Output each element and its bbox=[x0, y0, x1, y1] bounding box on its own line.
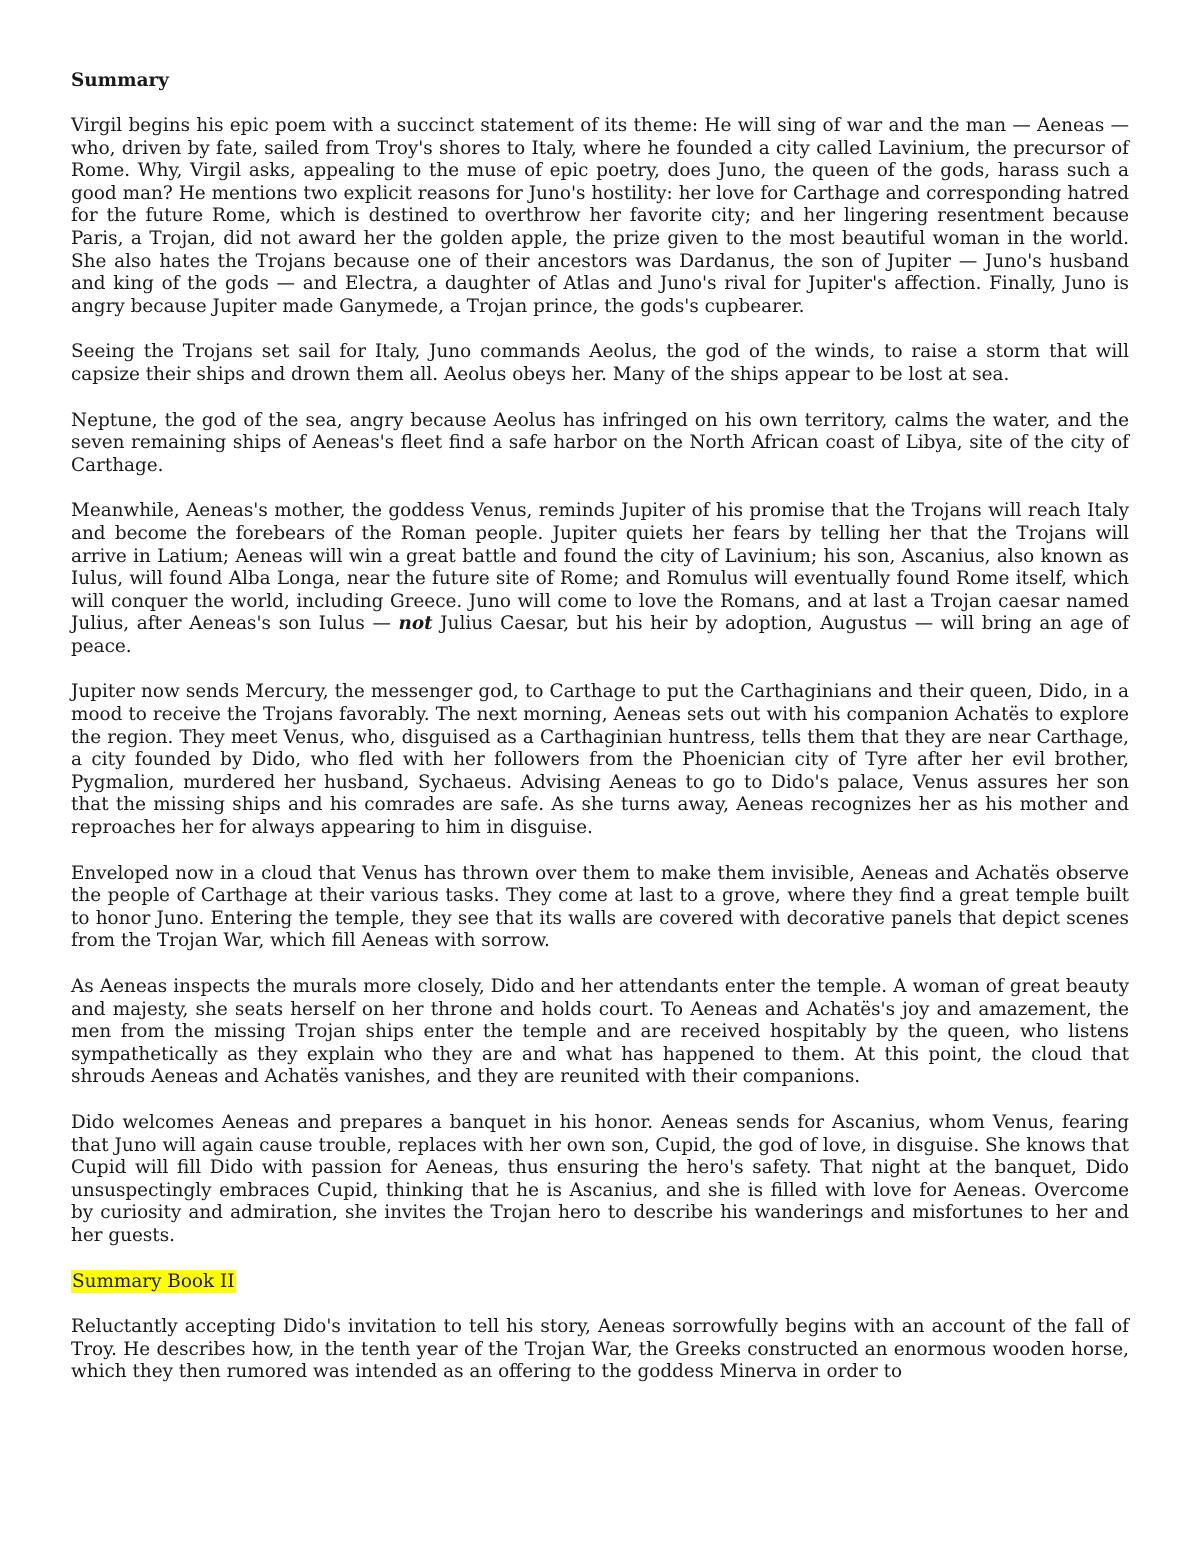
paragraph-banquet: Dido welcomes Aeneas and prepares a banquet in his honor. Aeneas sends for Ascanius, whom Venus, fearing that Juno will again cause trouble, replaces with her own son, Cupid, the god of love, in disguise. She knows that Cupid will fill Dido with passion for Aeneas, thus ensuring the hero's safety. That night at the banquet, Dido unsuspectingly embraces Cupid, thinking that he is Ascanius, and she is filled with love for Aeneas. Overcome by curiosity and admiration, she invites the Trojan hero to describe his wanderings and misfortunes to her and her guests. bbox=[71, 1111, 1129, 1246]
emphasis-not: not bbox=[398, 613, 433, 635]
paragraph-book2: Reluctantly accepting Dido's invitation to tell his story, Aeneas sorrowfully begins with an account of the fall of Troy. He describes how, in the tenth year of the Trojan War, the Greeks constructed an enormous wooden horse, which they then rumored was intended as an offering to the goddess Minerva in order to bbox=[71, 1316, 1129, 1383]
summary-heading: Summary bbox=[71, 70, 169, 91]
paragraph-intro: Virgil begins his epic poem with a succinct statement of its theme: He will sing of war and the man — Aeneas — who, driven by fate, sailed from Troy's shores to Italy, where he founded a city called Lavinium, the precursor of Rome. Why, Virgil asks, appealing to the muse of epic poetry, does Juno, the queen of the gods, harass such a good man? He mentions two explicit reasons for Juno's hostility: her love for Carthage and corresponding hatred for the future Rome, which is destined to overthrow her favorite city; and her lingering resentment because Paris, a Trojan, did not award her the golden apple, the prize given to the most beautiful woman in the world. She also hates the Trojans because one of their ancestors was Dardanus, the son of Jupiter — Juno's husband and king of the gods — and Electra, a daughter of Atlas and Juno's rival for Jupiter's affection. Finally, Juno is angry because Jupiter made Ganymede, a Trojan prince, the gods's cupbearer. bbox=[71, 115, 1129, 317]
paragraph-venus-jupiter-text: Meanwhile, Aeneas's mother, the goddess Venus, reminds Jupiter of his promise that the Trojans will reach Italy and become the forebears of the Roman people. Jupiter quiets her fears by telling her that the Trojans will arrive in Latium; Aeneas will win a great battle and found the city of Lavinium; his son, Ascanius, also known as Iulus, will found Alba Longa, near the future site of Rome; and Romulus will eventually found Rome itself, which will conquer the world, including Greece. Juno will come to love the Romans, and at last a Trojan caesar named Julius, after Aeneas's son Iulus — bbox=[71, 500, 1129, 635]
paragraph-venus-jupiter-text-end: Julius Caesar, but his heir by adoption, Augustus — will bring an age of peace. bbox=[71, 613, 1129, 657]
paragraph-temple: As Aeneas inspects the murals more closely, Dido and her attendants enter the temple. A woman of great beauty and majesty, she seats herself on her throne and holds court. To Aeneas and Achatës's joy and amazement, the men from the missing Trojan ships enter the temple and are received hospitably by the queen, who listens sympathetically as they explain who they are and what has happened to them. At this point, the cloud that shrouds Aeneas and Achatës vanishes, and they are reunited with their companions. bbox=[71, 976, 1129, 1088]
paragraph-neptune: Neptune, the god of the sea, angry because Aeolus has infringed on his own territory, calms the water, and the seven remaining ships of Aeneas's fleet find a safe harbor on the North African coast of Libya, site of the city of Carthage. bbox=[71, 409, 1129, 476]
book2-heading: Summary Book II bbox=[72, 1270, 235, 1292]
book2-heading-wrap bbox=[71, 1271, 1129, 1294]
paragraph-venus-jupiter bbox=[71, 500, 1129, 658]
paragraph-mercury: Jupiter now sends Mercury, the messenger god, to Carthage to put the Carthaginians and their queen, Dido, in a mood to receive the Trojans favorably. The next morning, Aeneas sets out with his companion Achatës to explore the region. They meet Venus, who, disguised as a Carthaginian huntress, tells them that they are near Carthage, a city founded by Dido, who fled with her followers from the Phoenician city of Tyre after her evil brother, Pygmalion, murdered her husband, Sychaeus. Advising Aeneas to go to Dido's palace, Venus assures her son that the missing ships and his comrades are safe. As she turns away, Aeneas recognizes her as his mother and reproaches her for always appearing to him in disguise. bbox=[71, 681, 1129, 839]
paragraph-cloud: Enveloped now in a cloud that Venus has thrown over them to make them invisible, Aeneas and Achatës observe the people of Carthage at their various tasks. They come at last to a grove, where they find a great temple built to honor Juno. Entering the temple, they see that its walls are covered with decorative panels that depict scenes from the Trojan War, which fill Aeneas with sorrow. bbox=[71, 862, 1129, 952]
document-page bbox=[71, 68, 1129, 1384]
paragraph-storm: Seeing the Trojans set sail for Italy, Juno commands Aeolus, the god of the winds, to raise a storm that will capsize their ships and drown them all. Aeolus obeys her. Many of the ships appear to be lost at sea. bbox=[71, 341, 1129, 385]
